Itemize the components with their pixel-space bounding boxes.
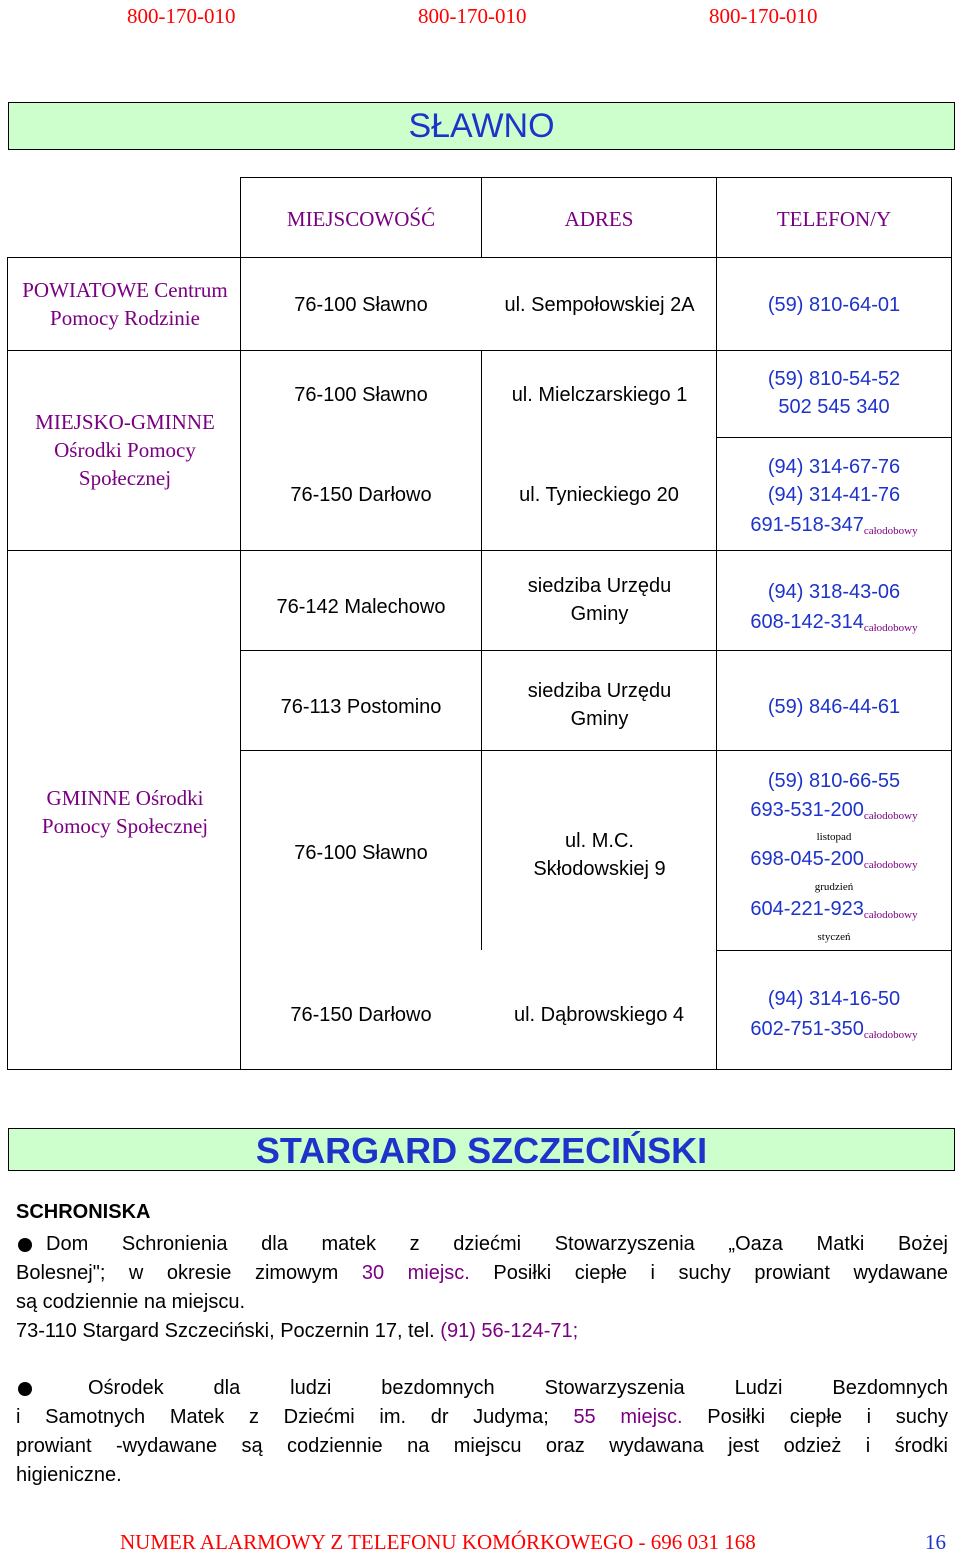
row-3-phone-1: (94) 318-43-06 xyxy=(767,581,901,603)
subheading-schroniska: SCHRONISKA xyxy=(16,1201,151,1223)
row-2-phone-1: (94) 314-67-76 xyxy=(767,456,901,478)
row-2-note-3: całodobowy xyxy=(863,525,918,537)
row-2-address: ul. Tynieckiego 20 xyxy=(519,484,679,506)
row-3-phone-2-line xyxy=(717,606,951,638)
row-6-phone-1: (94) 314-16-50 xyxy=(767,988,901,1010)
row-2-phone-3-line xyxy=(717,509,951,541)
item-1-phone: (91) 56-124-71; xyxy=(440,1320,579,1342)
row-5-phone-2: 693-531-200 xyxy=(750,799,864,821)
row-5-note-4: całodobowy xyxy=(863,909,918,921)
item-2-capacity: 55 miejsc. xyxy=(573,1406,683,1428)
row-2-phone-3: 691-518-347 xyxy=(750,514,864,536)
row-0-phone: (59) 810-64-01 xyxy=(767,294,901,316)
top-phone-line xyxy=(0,4,960,32)
row-1-phone-2: 502 545 340 xyxy=(778,396,890,418)
row-3-phone-2: 608-142-314 xyxy=(750,611,864,633)
item-2-line-4: higieniczne. xyxy=(16,1464,122,1486)
item-1-capacity: 30 miejsc. xyxy=(361,1262,470,1284)
footer-alarm-number: NUMER ALARMOWY Z TELEFONU KOMÓRKOWEGO - 696 031 168 xyxy=(120,1530,756,1554)
row-5-phone-1: (59) 810-66-55 xyxy=(767,770,901,792)
row-2-place: 76-150 Darłowo xyxy=(290,484,432,506)
group-label-gminne: GMINNE Ośrodki Pomocy Społecznej xyxy=(41,786,209,838)
row-1-phone-1: (59) 810-54-52 xyxy=(767,368,901,390)
top-phone-2: 800-170-010 xyxy=(418,4,527,28)
row-3-address: siedziba Urzędu Gminy xyxy=(527,575,672,625)
top-phone-3: 800-170-010 xyxy=(709,4,818,28)
row-6-address: ul. Dąbrowskiego 4 xyxy=(513,1004,685,1026)
section2-title-band xyxy=(8,1128,955,1171)
row-6-note-2: całodobowy xyxy=(863,1029,918,1041)
row-5-phone-4-line xyxy=(717,894,951,924)
row-5-phone-3-line xyxy=(717,844,951,874)
header-adres: ADRES xyxy=(564,206,634,231)
item-1-line-2c: Posiłki ciepłe i suchy prowiant wydawane xyxy=(469,1262,948,1284)
item-2-line-3: prowiant -wydawane są codziennie na miejscu oraz wydawana jest odzież i środki xyxy=(16,1435,948,1457)
row-5-month-3: grudzień xyxy=(814,881,854,893)
row-6-place: 76-150 Darłowo xyxy=(290,1004,432,1026)
contacts-table xyxy=(7,177,952,1070)
section-title: SŁAWNO xyxy=(408,107,555,145)
group-label-miejsko: MIEJSKO-GMINNE Ośrodki Pomocy Społecznej xyxy=(35,410,215,490)
item-1-line-2a: Bolesnej"; w okresie zimowym xyxy=(16,1262,362,1284)
item-1-line-4 xyxy=(16,1317,948,1346)
row-5-place: 76-100 Sławno xyxy=(294,842,428,864)
row-2-phone-2: (94) 314-41-76 xyxy=(767,484,901,506)
row-1-place: 76-100 Sławno xyxy=(294,384,428,406)
row-3-note-2: całodobowy xyxy=(863,622,918,634)
row-5-phone-3: 698-045-200 xyxy=(750,848,864,870)
row-6-phone-2: 602-751-350 xyxy=(750,1018,864,1040)
header-miejscowosc: MIEJSCOWOŚĆ xyxy=(286,206,436,231)
row-5-note-2: całodobowy xyxy=(863,810,918,822)
item-1-line-1: Dom Schronienia dla matek z dziećmi Stowarzyszenia „Oaza Matki Bożej xyxy=(46,1233,948,1255)
row-5-month-2: listopad xyxy=(816,831,852,843)
item-2-line-2a: i Samotnych Matek z Dziećmi im. dr Judyma; xyxy=(16,1406,574,1428)
page-number: 16 xyxy=(925,1530,946,1554)
item-2-line-2 xyxy=(16,1403,948,1432)
section2-title: STARGARD SZCZECIŃSKI xyxy=(255,1130,708,1171)
bullet-2-icon xyxy=(18,1382,32,1396)
row-5-phone-2-line xyxy=(717,795,951,825)
item-2-line-1: Ośrodek dla ludzi bezdomnych Stowarzyszenia Ludzi Bezdomnych xyxy=(88,1377,948,1399)
row-1-address: ul. Mielczarskiego 1 xyxy=(511,384,688,406)
top-phone-1: 800-170-010 xyxy=(127,4,236,28)
row-5-month-4: styczeń xyxy=(817,931,851,943)
item-1-address: 73-110 Stargard Szczeciński, Poczernin 17, tel. xyxy=(16,1320,441,1342)
item-1-line-2 xyxy=(16,1259,948,1288)
item-2-line-2c: Posiłki ciepłe i suchy xyxy=(682,1406,948,1428)
row-5-phone-4: 604-221-923 xyxy=(750,898,864,920)
row-0-address: ul. Sempołowskiej 2A xyxy=(504,294,695,316)
row-4-phone: (59) 846-44-61 xyxy=(767,696,901,718)
row-5-note-3: całodobowy xyxy=(863,859,918,871)
header-telefon: TELEFON/Y xyxy=(776,206,892,231)
row-5-address: ul. M.C. Skłodowskiej 9 xyxy=(533,830,666,880)
row-4-place: 76-113 Postomino xyxy=(280,696,442,718)
section-title-band xyxy=(8,102,955,150)
row-0-place: 76-100 Sławno xyxy=(294,294,428,316)
row-3-place: 76-142 Malechowo xyxy=(276,596,446,618)
group-label-powiatowe: POWIATOWE Centrum Pomocy Rodzinie xyxy=(22,278,228,330)
item-1-line-3: są codziennie na miejscu. xyxy=(16,1291,246,1313)
bullet-1-icon xyxy=(18,1238,32,1252)
row-6-phone-2-line xyxy=(717,1013,951,1045)
row-4-address: siedziba Urzędu Gminy xyxy=(527,680,672,730)
